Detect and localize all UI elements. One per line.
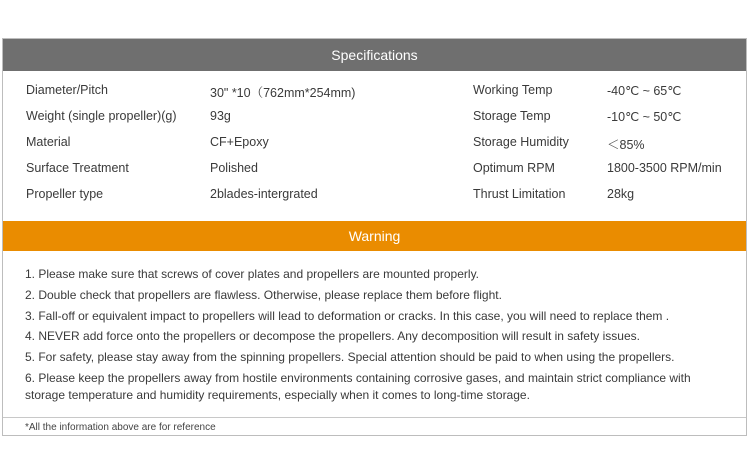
warning-item: 1. Please make sure that screws of cover plates and propellers are mounted properly. <box>25 267 480 281</box>
spec-label: Diameter/Pitch <box>26 83 108 97</box>
spec-label: Material <box>26 135 71 149</box>
spec-row <box>3 135 746 161</box>
spec-value: 2blades-intergrated <box>210 187 318 201</box>
spec-row <box>3 109 746 135</box>
spec-value: 30" *10（762mm*254mm) <box>210 86 356 100</box>
spec-label: Optimum RPM <box>473 161 555 175</box>
spec-table <box>3 83 746 213</box>
spec-value: -10℃ ~ 50℃ <box>607 110 682 124</box>
spec-label: Thrust Limitation <box>473 187 566 201</box>
spec-row <box>3 187 746 213</box>
spec-value: 1800-3500 RPM/min <box>607 161 722 175</box>
spec-value: ＜85% <box>607 138 645 152</box>
specifications-title: Specifications <box>331 47 418 63</box>
specifications-header <box>3 39 746 71</box>
spec-value: Polished <box>210 161 258 175</box>
warning-item: 4. NEVER add force onto the propellers or decompose the propellers. Any decomposition will result in safety issues. <box>25 329 640 344</box>
warning-title: Warning <box>348 228 401 244</box>
spec-row <box>3 161 746 187</box>
warning-list <box>25 266 730 408</box>
spec-label: Propeller type <box>26 187 104 201</box>
spec-value: CF+Epoxy <box>210 135 269 149</box>
spec-label: Storage Temp <box>473 109 551 123</box>
spec-card <box>2 38 747 436</box>
spec-label: Weight (single propeller)(g) <box>26 109 177 123</box>
warning-item: 2. Double check that propellers are flawless. Otherwise, please replace them before flight. <box>25 287 502 302</box>
footnote-divider <box>3 417 746 418</box>
spec-label: Surface Treatment <box>26 161 129 175</box>
warning-item: 3. Fall-off or equivalent impact to propellers will lead to deformation or cracks. In this case, you will need to replace them . <box>25 308 670 323</box>
spec-label: Working Temp <box>473 83 553 97</box>
warning-item: 6. Please keep the propellers away from hostile environments containing corrosive gases, and maintain strict compliance with storage temperature and humidity requirements, especially when it comes to long-time storage. <box>25 370 691 402</box>
warning-item: 5. For safety, please stay away from the spinning propellers. Special attention should be paid to when using the propellers. <box>25 350 675 365</box>
warning-header <box>3 221 746 251</box>
footnote: *All the information above are for reference <box>25 422 216 433</box>
spec-value: 93g <box>210 109 231 123</box>
spec-value: -40℃ ~ 65℃ <box>607 84 682 98</box>
spec-row <box>3 83 746 109</box>
spec-value: 28kg <box>607 187 635 201</box>
spec-label: Storage Humidity <box>473 135 569 149</box>
